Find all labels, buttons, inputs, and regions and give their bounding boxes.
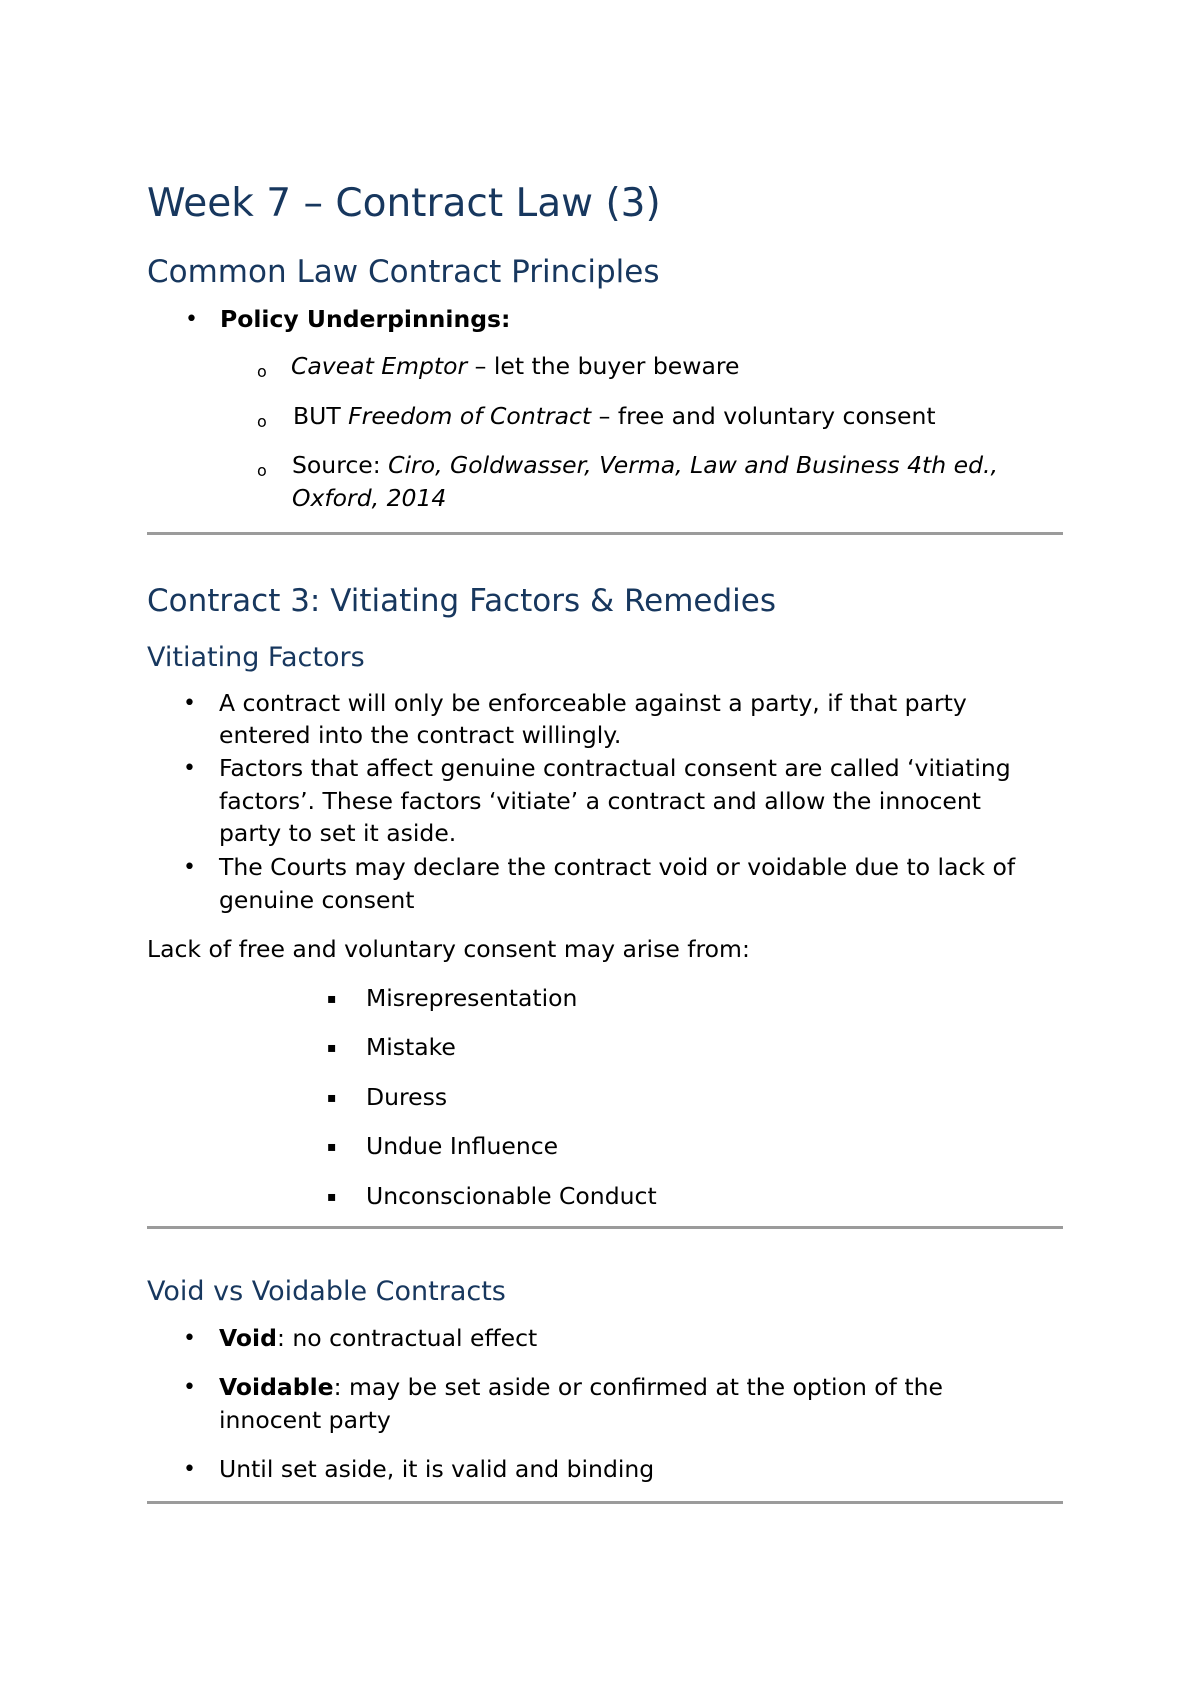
- voidable-text: : may be set aside or confirmed at the option of the: [333, 1373, 943, 1401]
- void-text: : no contractual effect: [276, 1324, 538, 1352]
- vitiating-bullet-2-line1: Factors that affect genuine contractual consent are called ‘vitiating: [219, 754, 1011, 782]
- vitiating-bullet-1-line1: A contract will only be enforceable against a party, if that party: [219, 689, 967, 717]
- circle-bullet-icon: o: [257, 412, 267, 431]
- consent-lead-text: Lack of free and voluntary consent may arise from:: [147, 935, 750, 963]
- freedom-contract-term: Freedom of Contract: [348, 402, 592, 430]
- page-title: Week 7 – Contract Law (3): [147, 181, 661, 226]
- source-prefix: Source:: [292, 451, 389, 479]
- source-citation: Ciro, Goldwasser, Verma, Law and Business 4th ed.,: [388, 451, 998, 479]
- source-citation-line2: [292, 482, 446, 515]
- bullet-dot-icon: •: [183, 855, 196, 880]
- vitiating-bullet-3-line2: genuine consent: [219, 886, 415, 914]
- list-item-undue-influence: Undue Influence: [366, 1132, 559, 1160]
- vitiating-bullet-2-line3: party to set it aside.: [219, 819, 457, 847]
- voidable-label: Voidable: [219, 1373, 334, 1401]
- list-item-misrepresentation: Misrepresentation: [366, 984, 578, 1012]
- square-bullet-icon: ▪: [327, 1189, 337, 1205]
- section-heading-common-law: Common Law Contract Principles: [147, 254, 660, 290]
- voidable-text-line2: innocent party: [219, 1406, 391, 1434]
- horizontal-divider: [147, 1226, 1063, 1229]
- square-bullet-icon: ▪: [327, 991, 337, 1007]
- source-citation-publisher: Oxford, 2014: [292, 484, 447, 512]
- caveat-emptor-desc: – let the buyer beware: [467, 352, 740, 380]
- sub-item-freedom-contract: [293, 400, 936, 433]
- list-item-mistake: Mistake: [366, 1033, 456, 1061]
- horizontal-divider: [147, 532, 1063, 535]
- voidable-definition: [219, 1371, 943, 1404]
- bullet-dot-icon: •: [183, 1326, 196, 1351]
- bullet-dot-icon: •: [183, 691, 196, 716]
- vitiating-bullet-3-line1: The Courts may declare the contract void or voidable due to lack of: [219, 853, 1016, 881]
- freedom-contract-desc: – free and voluntary consent: [591, 402, 936, 430]
- subheading-void-voidable: Void vs Voidable Contracts: [147, 1276, 506, 1307]
- horizontal-divider: [147, 1501, 1063, 1504]
- vitiating-bullet-1-line2: entered into the contract willingly.: [219, 721, 622, 749]
- until-set-aside-text: Until set aside, it is valid and binding: [219, 1455, 655, 1483]
- vitiating-bullet-2-line2: factors’. These factors ‘vitiate’ a contract and allow the innocent: [219, 787, 981, 815]
- square-bullet-icon: ▪: [327, 1090, 337, 1106]
- freedom-contract-prefix: BUT: [293, 402, 349, 430]
- caveat-emptor-term: Caveat Emptor: [291, 352, 468, 380]
- policy-underpinnings-label: Policy Underpinnings:: [220, 305, 511, 333]
- bullet-dot-icon: •: [183, 756, 196, 781]
- section-heading-vitiating: Contract 3: Vitiating Factors & Remedies: [147, 583, 777, 619]
- subheading-vitiating-factors: Vitiating Factors: [147, 642, 365, 673]
- square-bullet-icon: ▪: [327, 1139, 337, 1155]
- bullet-dot-icon: •: [183, 1457, 196, 1482]
- circle-bullet-icon: o: [257, 461, 267, 480]
- sub-item-source: [292, 449, 998, 482]
- sub-item-caveat-emptor: [291, 350, 739, 383]
- bullet-policy-underpinnings: [220, 303, 510, 336]
- void-label: Void: [219, 1324, 277, 1352]
- list-item-unconscionable-conduct: Unconscionable Conduct: [366, 1182, 657, 1210]
- void-definition: [219, 1322, 537, 1355]
- bullet-dot-icon: •: [185, 307, 198, 332]
- list-item-duress: Duress: [366, 1083, 448, 1111]
- circle-bullet-icon: o: [257, 362, 267, 381]
- bullet-dot-icon: •: [183, 1375, 196, 1400]
- square-bullet-icon: ▪: [327, 1040, 337, 1056]
